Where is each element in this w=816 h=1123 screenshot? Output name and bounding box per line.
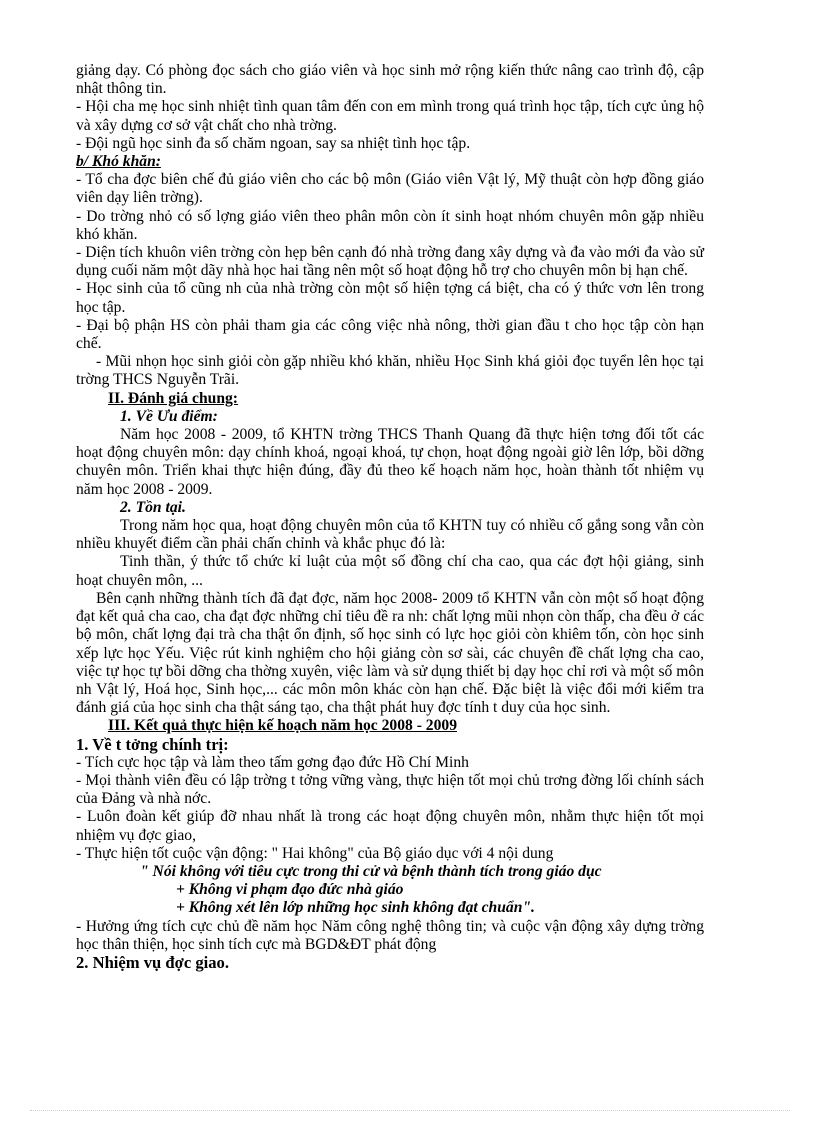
paragraph: - Tích cực học tập và làm theo tấm gơng đạo đức Hồ Chí Minh [76, 753, 469, 771]
paragraph: Tinh thần, ý thức tổ chức kỉ luật của một số đồng chí cha cao, qua các đợt hội giảng, sinh hoạt chuyên môn, ... [76, 553, 704, 589]
paragraph: - Thực hiện tốt cuộc vận động: " Hai không" của Bộ giáo dục với 4 nội dung [76, 844, 554, 862]
paragraph: - Do trờng nhỏ có số lợng giáo viên theo phân môn còn ít sinh hoạt nhóm chuyên môn gặp nhiều khó khăn. [76, 207, 704, 243]
paragraph: - Đại bộ phận HS còn phải tham gia các công việc nhà nông, thời gian đầu t cho học tập còn hạn chế. [76, 316, 704, 353]
paragraph: Bên cạnh những thành tích đã đạt đợc, năm học 2008- 2009 tổ KHTN vẫn còn một số hoạt động đạt kết quả cha cao, cha đạt đợc những chỉ tiêu đề ra nh: chất lợng mũi nhọn còn thấp, cha đều ở các bộ môn, chất lợng đại trà cha thật ổn định, số học sinh có lực học giỏi còn khiêm tốn, còn học sinh xếp lực học Yếu. Việc rút kinh nghiệm cho hội giảng còn sơ sài, các chuyên đề chất lợng cha cao, việc tự học tự bồi dỡng cha thờng xuyên, việc làm và sử dụng thiết bị dạy học chỉ rơi và một số môn nh Vật lý, Hoá học, Sinh học,... các môn môn khác còn hạn chế. Đặc biệt là việc đổi mới kiểm tra đánh giá của học sinh cha thật sáng tạo, cha thật phát huy đợc tính t duy của học sinh. [76, 589, 704, 717]
section-heading-kho-khan: b/ Khó khăn: [76, 153, 161, 171]
slogan-line: + Không xét lên lớp những học sinh không đạt chuẩn". [176, 899, 535, 917]
subheading-uu-diem: 1. Về Ưu điểm: [120, 407, 218, 425]
paragraph: - Mọi thành viên đều có lập trờng t tởng vững vàng, thực hiện tốt mọi chủ trơng đờng lối chính sách của Đảng và nhà nớc. [76, 771, 704, 808]
paragraph: - Tổ cha đợc biên chế đủ giáo viên cho các bộ môn (Giáo viên Vật lý, Mỹ thuật còn hợp đồng giáo viên dạy liên trờng). [76, 171, 704, 207]
paragraph: - Diện tích khuôn viên trờng còn hẹp bên cạnh đó nhà trờng đang xây dựng và đa vào mới đa vào sử dụng cuối năm một dãy nhà học hai tầng nên một số hoạt động hỗ trợ cho chuyên môn bị hạn chế. [76, 244, 704, 280]
paragraph: - Đội ngũ học sinh đa số chăm ngoan, say sa nhiệt tình học tập. [76, 134, 471, 152]
page-bottom-divider [30, 1110, 790, 1111]
paragraph: - Luôn đoàn kết giúp đỡ nhau nhất là trong các hoạt động chuyên môn, nhằm thực hiện tốt mọi nhiệm vụ đợc giao, [76, 808, 704, 844]
subheading-tu-tuong-chinh-tri: 1. Về t tởng chính trị: [76, 734, 229, 754]
subheading-nhiem-vu: 2. Nhiệm vụ đợc giao. [76, 952, 230, 972]
paragraph: - Học sinh của tổ cũng nh của nhà trờng còn một số hiện tợng cá biệt, cha có ý thức vơn lên trong học tập. [76, 280, 704, 316]
subheading-ton-tai: 2. Tồn tại. [120, 498, 186, 516]
section-heading-ket-qua: III. Kết quả thực hiện kế hoạch năm học 2008 - 2009 [108, 717, 457, 735]
document-page [76, 62, 704, 972]
slogan-line: " Nói không với tiêu cực trong thi cử và bệnh thành tích trong giáo dục [140, 862, 602, 880]
paragraph: - Hội cha mẹ học sinh nhiệt tình quan tâm đến con em mình trong quá trình học tập, tích cực ủng hộ và xây dựng cơ sở vật chất cho nhà trờng. [76, 98, 704, 134]
paragraph: Năm học 2008 - 2009, tổ KHTN trờng THCS Thanh Quang đã thực hiện tơng đối tốt các hoạt động chuyên môn: dạy chính khoá, ngoại khoá, tự chọn, hoạt động ngoài giờ lên lớp, bồi dỡng chuyên môn. Triển khai thực hiện đúng, đầy đủ theo kế hoạch năm học, hoàn thành tốt nhiệm vụ năm học 2008 - 2009. [76, 426, 704, 498]
slogan-line: + Không vi phạm đạo đức nhà giáo [176, 881, 404, 899]
paragraph: Trong năm học qua, hoạt động chuyên môn của tổ KHTN tuy có nhiều cố gắng song vẫn còn nhiều khuyết điểm cần phải chấn chỉnh và khắc phục đó là: [76, 517, 704, 553]
paragraph: - Mũi nhọn học sinh giỏi còn gặp nhiều khó khăn, nhiều Học Sinh khá giỏi đọc tuyển lên học tại trờng THCS Nguyễn Trãi. [76, 353, 704, 389]
paragraph: - Hưởng ứng tích cực chủ đề năm học Năm công nghệ thông tin; và cuộc vận động xây dựng trờng học thân thiện, học sinh tích cực mà BGD&ĐT phát động [76, 917, 704, 953]
paragraph: giảng dạy. Có phòng đọc sách cho giáo viên và học sinh mở rộng kiến thức nâng cao trình độ, cập nhật thông tin. [76, 62, 704, 98]
section-heading-danh-gia-chung: II. Đánh giá chung: [108, 389, 238, 407]
